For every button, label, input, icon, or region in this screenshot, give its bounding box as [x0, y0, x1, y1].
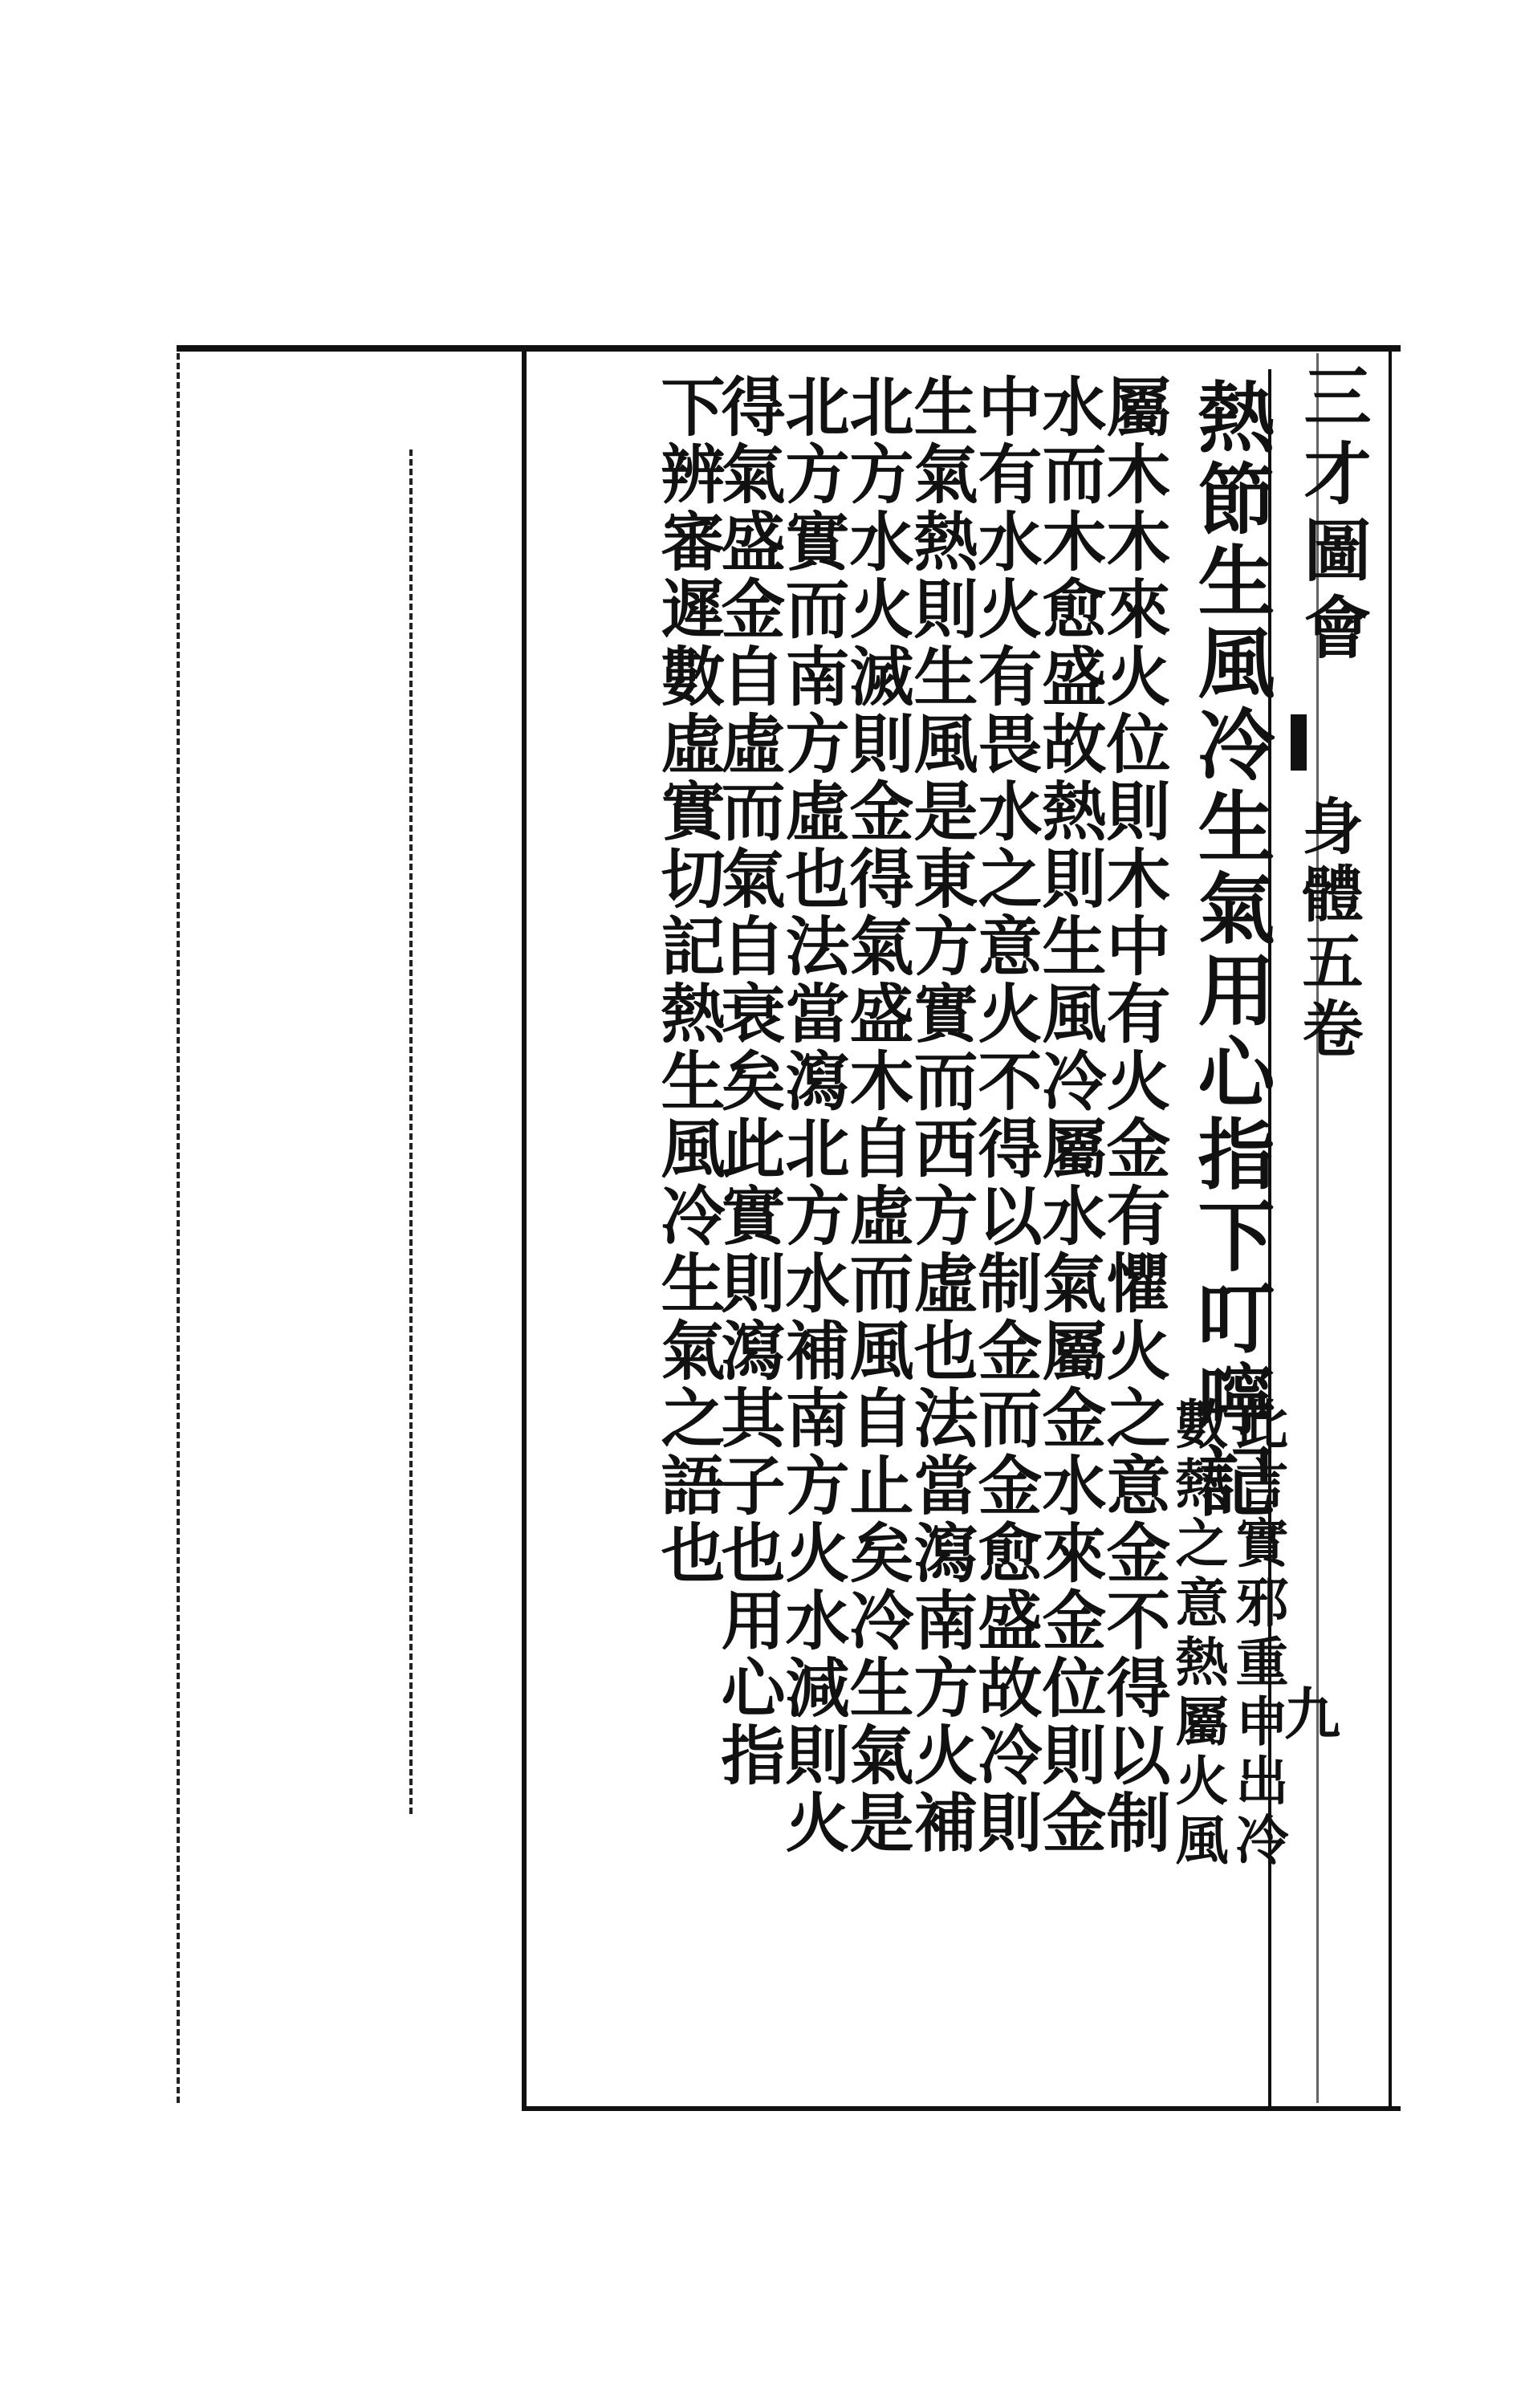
frame-left-rule	[522, 345, 527, 2111]
text-column-7: 得氣盛金自虛而氣自衰矣此實則瀉其子也用心指	[710, 373, 786, 1789]
text-column-3: 中有水火有畏水之意火不得以制金而金愈盛故冷則	[967, 373, 1043, 1857]
text-column-8: 下辨審遲數虛實切記熱生風冷生氣之語也	[650, 373, 726, 1587]
page-number: 九	[1284, 1681, 1340, 1747]
chapter-title: 身體五卷	[1292, 795, 1364, 1064]
book-title: 三才圖會	[1293, 361, 1372, 669]
text-column-1: 屬木木來火位則木中有火金有懼火之意金不得以制	[1096, 373, 1171, 1857]
fishtail-mark	[1291, 714, 1307, 771]
blank-leaf-fold-line	[409, 449, 413, 1814]
frame-top-rule	[177, 345, 1401, 352]
text-column-2: 水而木愈盛故熱則生風冷屬水氣屬金水來金位則金	[1031, 373, 1107, 1857]
heading-verse: 熱節生風冷生氣用心指下叮嚀記	[1185, 377, 1276, 1523]
note-column-2: 數熱之意熱屬火風	[1166, 1397, 1229, 1872]
text-column-4: 生氣熱則生風是東方實而西方虛也法當瀉南方火補	[903, 373, 978, 1857]
blank-leaf-left-edge	[177, 353, 180, 2103]
frame-right-rule	[1389, 345, 1392, 2111]
text-column-6: 北方實而南方虛也法當瀉北方水補南方火水減則火	[775, 373, 850, 1857]
text-column-5: 北方水火滅則金得氣盛木自虛而風自止矣冷生氣是	[839, 373, 914, 1857]
note-column-1: 此言實邪重申出冷	[1226, 1397, 1289, 1872]
